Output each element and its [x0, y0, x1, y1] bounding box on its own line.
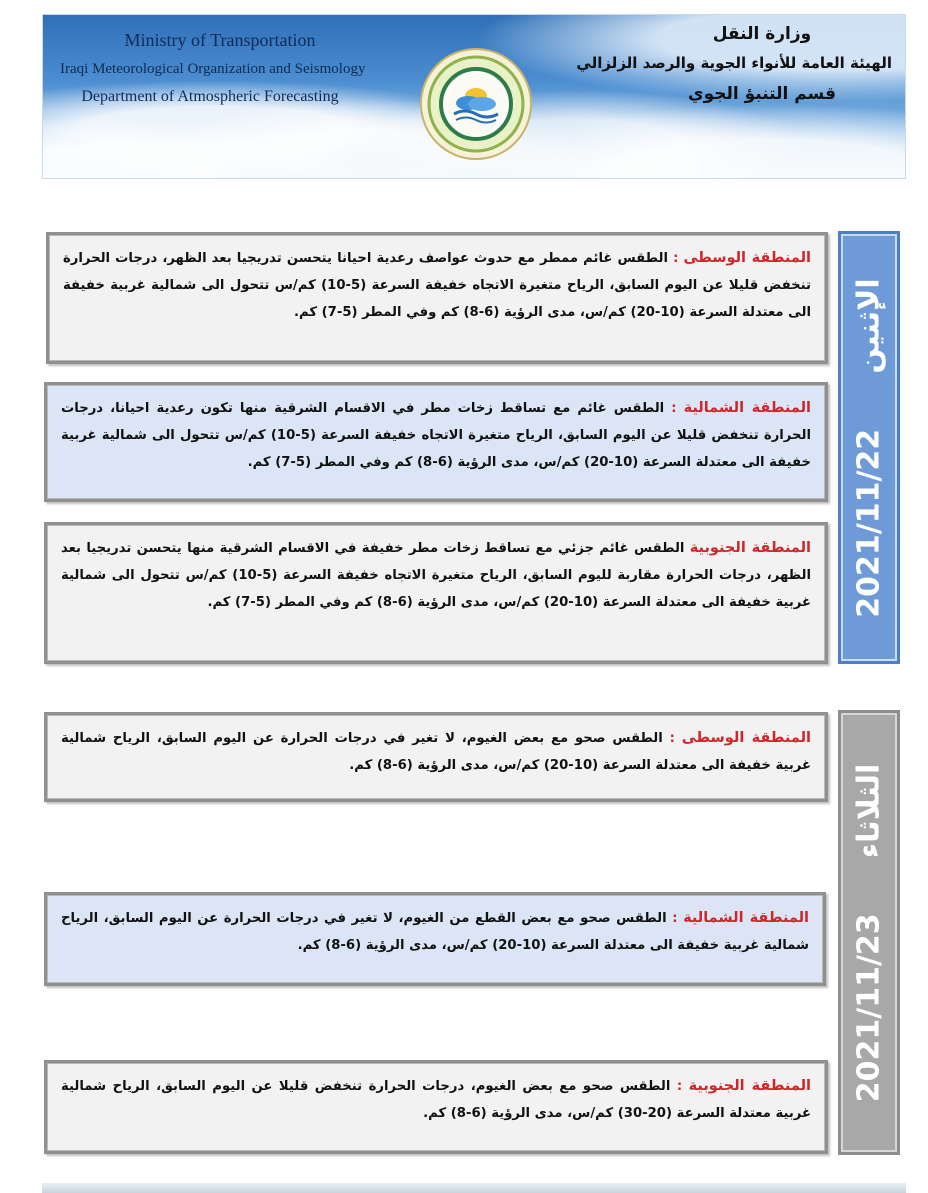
organization-name-en: Iraqi Meteorological Organization and Seismology: [60, 61, 366, 77]
header-english-text: [60, 30, 366, 106]
date-label: 2021/11/23: [851, 912, 887, 1102]
header-banner: [42, 14, 906, 179]
day-sidebar-tuesday: [838, 710, 900, 1155]
region-label: المنطقة الوسطى: [683, 250, 811, 266]
ministry-name-ar: وزارة النقل: [712, 24, 812, 44]
region-label: المنطقة الوسطى: [681, 730, 811, 746]
forecast-text: الطقس غائم جزئي مع تساقط زخات مطر خفيفة في الاقسام الشرقية منها يتحسن تدريجيا بعد الظهر، درجات الحرارة مقاربة لليوم السابق، الرياح متغيرة الاتجاه خفيفة السرعة (5-10) كم/س تتحول الى شمالية غربية خفيفة الى معتدلة السرعة (10-20) كم/س، مدى الرؤية (6-8) كم وفي المطر (5-7) كم.: [61, 541, 811, 610]
forecast-text: الطقس صحو مع بعض الغيوم، لا تغير في درجات الحرارة عن اليوم السابق، الرياح شمالية غربية خفيفة الى معتدلة السرعة (10-20) كم/س، مدى الرؤية (6-8) كم.: [61, 731, 811, 773]
forecast-text: الطقس غائم ممطر مع حدوث عواصف رعدية احيانا يتحسن تدريجيا بعد الظهر، درجات الحرارة تنخفض قليلا عن اليوم السابق، الرياح متغيرة الاتجاه خفيفة السرعة (5-10) كم/س تتحول الى شمالية غربية خفيفة الى معتدلة السرعة (10-20) كم/س، مدى الرؤية (6-8) كم وفي المطر (5-7) كم.: [63, 251, 812, 320]
forecast-box-south-monday: [44, 522, 828, 664]
day-name-label: الإثنين: [851, 277, 887, 374]
bottom-decorative-strip: [42, 1183, 906, 1193]
department-name-en: Department of Atmospheric Forecasting: [81, 88, 339, 105]
day-date-label: [852, 278, 887, 617]
organization-seal-icon: [420, 48, 532, 160]
day-date-label: [852, 763, 887, 1102]
forecast-text: الطقس غائم مع تساقط زخات مطر في الاقسام الشرقية منها تكون رعدية احيانا، درجات الحرارة تنخفض قليلا عن اليوم السابق، الرياح متغيرة الاتجاه خفيفة السرعة (5-10) كم/س تتحول الى شمالية غربية خفيفة الى معتدلة السرعة (10-20) كم/س، مدى الرؤية (6-8) كم وفي المطر (5-7) كم.: [61, 401, 811, 470]
region-label: المنطقة الشمالية: [683, 910, 809, 926]
forecast-box-north-monday: المنطقة الشمالية : الطقس غائم مع تساقط زخات مطر في الاقسام الشرقية منها تكون رعدية احيانا، درجات الحرارة تنخفض قليلا عن اليوم السابق، الرياح متغيرة الاتجاه خفيفة السرعة (5-10) كم/س تتحول الى شمالية غربية خفيفة الى معتدلة السرعة (10-20) كم/س، مدى الرؤية (6-8) كم وفي المطر (5-7) كم.: [44, 382, 828, 502]
forecast-box-central-tuesday: المنطقة الوسطى : الطقس صحو مع بعض الغيوم، لا تغير في درجات الحرارة عن اليوم السابق، الرياح شمالية غربية خفيفة الى معتدلة السرعة (10-20) كم/س، مدى الرؤية (6-8) كم.: [44, 712, 828, 802]
department-name-ar: قسم التنبؤ الجوي: [688, 84, 836, 104]
forecast-box-north-tuesday: المنطقة الشمالية : الطقس صحو مع بعض القطع من الغيوم، لا تغير في درجات الحرارة عن اليوم السابق، الرياح شمالية غربية خفيفة الى معتدلة السرعة (10-20) كم/س، مدى الرؤية (6-8) كم.: [44, 892, 826, 986]
day-name-label: الثلاثاء: [851, 763, 887, 858]
day-sidebar-monday: [838, 231, 900, 664]
region-label: المنطقة الشمالية: [683, 400, 811, 416]
forecast-text: الطقس صحو مع بعض القطع من الغيوم، لا تغير في درجات الحرارة عن اليوم السابق، الرياح شمالية غربية خفيفة الى معتدلة السرعة (10-20) كم/س، مدى الرؤية (6-8) كم.: [61, 911, 809, 953]
header-arabic-text: [576, 24, 892, 104]
region-label: المنطقة الجنوبية: [689, 540, 811, 556]
ministry-name-en: Ministry of Transportation: [124, 30, 316, 50]
date-label: 2021/11/22: [851, 428, 887, 618]
forecast-box-south-tuesday: المنطقة الجنوبية : الطقس صحو مع بعض الغيوم، درجات الحرارة تنخفض قليلا عن اليوم السابق، الرياح شمالية غربية معتدلة السرعة (20-30) كم/س، مدى الرؤية (6-8) كم.: [44, 1060, 828, 1154]
region-label: المنطقة الجنوبية: [688, 1078, 811, 1094]
organization-name-ar: الهيئة العامة للأنواء الجوية والرصد الزلزالي: [576, 54, 892, 72]
forecast-text: الطقس صحو مع بعض الغيوم، درجات الحرارة تنخفض قليلا عن اليوم السابق، الرياح شمالية غربية معتدلة السرعة (20-30) كم/س، مدى الرؤية (6-8) كم.: [61, 1079, 811, 1121]
forecast-box-central-monday: المنطقة الوسطى : الطقس غائم ممطر مع حدوث عواصف رعدية احيانا يتحسن تدريجيا بعد الظهر، درجات الحرارة تنخفض قليلا عن اليوم السابق، الرياح متغيرة الاتجاه خفيفة السرعة (5-10) كم/س تتحول الى شمالية غربية خفيفة الى معتدلة السرعة (10-20) كم/س، مدى الرؤية (6-8) كم وفي المطر (5-7) كم.: [46, 232, 828, 364]
